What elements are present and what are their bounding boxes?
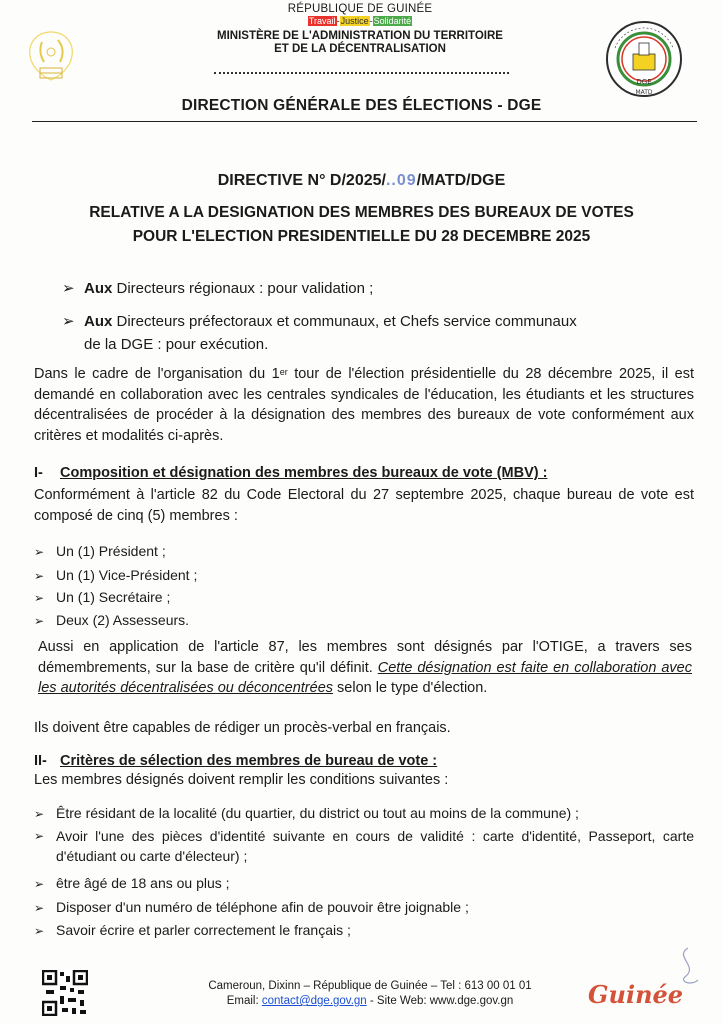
email-link[interactable]: contact@dge.gov.gn	[261, 995, 367, 1007]
addressee-item	[62, 310, 702, 356]
article-87-underlined: Cette désignation est faite en collaboration avec les autorités décentralisées ou déconcentrées	[38, 659, 692, 696]
arrow-bullet-icon: ➢	[34, 569, 45, 583]
motto-solidarity: Solidarité	[373, 16, 412, 26]
header-rule	[32, 121, 697, 122]
addressee-bold: Aux	[84, 280, 113, 297]
ministry-name	[150, 30, 570, 56]
email-label: Email:	[226, 995, 262, 1007]
arrow-bullet-icon: ➢	[34, 829, 45, 843]
section-title: Critères de sélection des membres de bureau de vote :	[60, 753, 438, 769]
footer-contact	[150, 994, 590, 1009]
list-item-text: Un (1) Secrétaire ;	[56, 589, 171, 605]
intro-sup: er	[279, 367, 288, 377]
article-87-paragraph	[38, 637, 692, 699]
list-item	[34, 541, 694, 562]
republic-title: RÉPUBLIQUE DE GUINÉE	[287, 3, 433, 15]
guinea-coat-of-arms-icon	[18, 28, 84, 86]
list-item	[34, 587, 694, 608]
directive-subject	[0, 201, 723, 249]
brand-text: Guinée	[588, 980, 684, 1009]
capability-sentence: Ils doivent être capables de rédiger un procès-verbal en français.	[34, 720, 451, 736]
arrow-bullet-icon: ➢	[34, 807, 45, 821]
section-number: II-	[34, 753, 47, 769]
arrow-bullet-icon: ➢	[34, 901, 45, 915]
list-item-text: Savoir écrire et parler correctement le français ;	[56, 922, 351, 938]
list-item-text: Deux (2) Assesseurs.	[56, 612, 190, 628]
svg-text:MATD: MATD	[635, 89, 653, 96]
list-item	[34, 826, 694, 866]
section-2-heading	[34, 751, 694, 771]
dge-seal-logo	[603, 18, 685, 100]
intro-text-a: Dans le cadre de l'organisation du 1	[34, 366, 280, 382]
subject-line-2: POUR L'ELECTION PRESIDENTIELLE DU 28 DECEMBRE 2025	[132, 228, 591, 245]
motto-justice: Justice	[340, 16, 369, 26]
section-title: Composition et désignation des membres des bureaux de vote (MBV) :	[60, 465, 548, 481]
intro-paragraph	[34, 364, 694, 446]
national-motto: Travail-Justice-Solidarité	[308, 16, 412, 26]
addressee-text: Directeurs régionaux : pour validation ;	[112, 280, 374, 297]
list-item	[34, 803, 694, 824]
qr-code-icon	[42, 970, 88, 1016]
section-number: I-	[34, 465, 43, 481]
arrow-bullet-icon: ➢	[62, 280, 75, 297]
arrow-bullet-icon: ➢	[34, 877, 45, 891]
list-item	[34, 565, 694, 586]
website-text: - Site Web: www.dge.gov.gn	[366, 995, 514, 1007]
dge-title: DIRECTION GÉNÉRALE DES ÉLECTIONS - DGE	[181, 97, 542, 114]
directive-handwritten-number: ..09	[385, 172, 417, 189]
list-item-text: Avoir l'une des pièces d'identité suivante en cours de validité : carte d'identité, Passeport, carte d'étudiant ou carte d'électeur) ;	[56, 828, 694, 864]
article-87-text-b: selon le type d'élection.	[333, 680, 488, 696]
list-item	[34, 920, 694, 941]
list-item	[34, 610, 694, 631]
list-item-text: Être résidant de la localité (du quartier, du district ou tout au moins de la commune) ;	[56, 805, 579, 821]
arrow-bullet-icon: ➢	[34, 545, 45, 559]
addressee-continuation: de la DGE : pour exécution.	[84, 336, 269, 353]
directive-number	[0, 172, 723, 190]
addressee-item	[62, 277, 702, 300]
ministry-line-2: ET DE LA DÉCENTRALISATION	[274, 43, 446, 55]
list-item-text: Disposer d'un numéro de téléphone afin de pouvoir être joignable ;	[56, 899, 469, 915]
intro-text-b: tour de l'élection présidentielle du 28 décembre 2025, il est demandé en collaboration avec les centrales syndicales de l'éducation, les étudiants et les structures décentralisées de procéder à la désignation des membres des bureaux de vote conformément aux critères et modalités ci-après.	[34, 366, 695, 444]
svg-text:DGE: DGE	[636, 78, 652, 86]
arrow-bullet-icon: ➢	[34, 614, 45, 628]
footer-address: Cameroun, Dixinn – République de Guinée – Tel : 613 00 01 01	[208, 980, 532, 992]
section-2-text: Les membres désignés doivent remplir les conditions suivantes :	[34, 772, 449, 788]
ministry-line-1: MINISTÈRE DE L'ADMINISTRATION DU TERRITOIRE	[217, 30, 503, 42]
arrow-bullet-icon: ➢	[34, 591, 45, 605]
directive-prefix: DIRECTIVE N° D/2025/	[217, 172, 386, 189]
list-item-text: Un (1) Vice-Président ;	[56, 567, 198, 583]
motto-work: Travail	[308, 16, 336, 26]
list-item	[34, 873, 694, 894]
directive-suffix: /MATD/DGE	[416, 172, 506, 189]
signature-mark-icon	[668, 946, 708, 988]
addressee-bold: Aux	[84, 313, 113, 330]
arrow-bullet-icon: ➢	[62, 313, 75, 330]
arrow-bullet-icon: ➢	[34, 924, 45, 938]
list-item	[34, 897, 694, 918]
addressee-text: Directeurs préfectoraux et communaux, et Chefs service communaux	[112, 313, 577, 330]
header-dotted-divider	[214, 72, 509, 74]
article-87-text-a: Aussi en application de l'article 87, les membres sont désignés par l'OTIGE, a travers ses démembrements, sur la base de critère qu'il définit.	[38, 639, 692, 676]
section-1-heading	[34, 463, 694, 483]
list-item-text: Un (1) Président ;	[56, 543, 166, 559]
subject-line-1: RELATIVE A LA DESIGNATION DES MEMBRES DES BUREAUX DE VOTES	[89, 204, 634, 221]
section-1-text: Conformément à l'article 82 du Code Electoral du 27 septembre 2025, chaque bureau de vote est composé de cinq (5) membres :	[34, 487, 694, 524]
list-item-text: être âgé de 18 ans ou plus ;	[56, 875, 230, 891]
